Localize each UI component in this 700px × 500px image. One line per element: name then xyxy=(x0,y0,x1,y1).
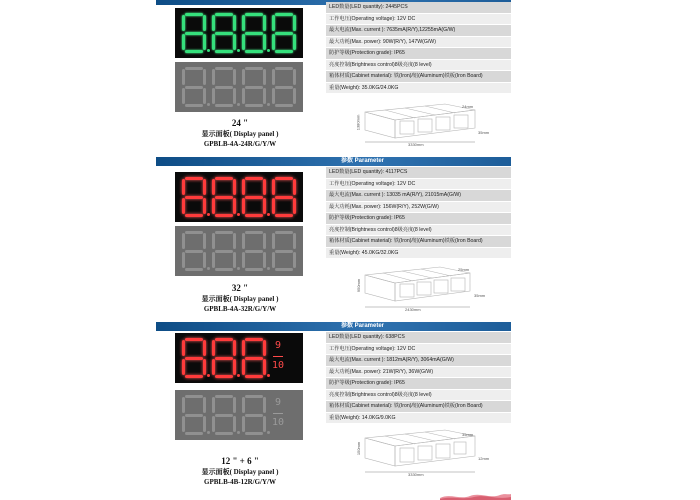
cabinet-drawing xyxy=(350,90,500,150)
cabinet-drawing xyxy=(350,418,500,480)
dimension-side: 35mm xyxy=(478,130,490,135)
spec-row: 亮度控制(Brightness control)8级亮度(8 level) xyxy=(326,60,511,72)
display-label-en: ( Display panel ) xyxy=(229,295,279,303)
spec-row: 亮度控制(Brightness control)8级亮度(8 level) xyxy=(326,225,511,237)
display-label-zh: 显示面板 xyxy=(201,468,230,476)
digit-8 xyxy=(271,13,297,53)
spec-row: LED数量(LED quantity): 638PCS xyxy=(326,332,511,344)
model-number: GPBLB-4A-32R/G/Y/W xyxy=(203,305,277,313)
section-header-bar xyxy=(156,157,511,166)
display-label-zh: 显示面板 xyxy=(201,130,230,138)
spec-table xyxy=(326,2,511,94)
display-panel-lit-red-fraction xyxy=(175,333,303,383)
dimension-side: 35mm xyxy=(474,293,486,298)
dimension-depth: 35mm xyxy=(462,432,474,437)
fraction-denominator: 10 xyxy=(271,360,285,371)
spec-row: 箱体材质(Cabinet material): 铁(Iron)/铝(Aluminum)铁板(Iron Board) xyxy=(326,71,511,83)
cabinet-drawing xyxy=(350,255,500,315)
dimension-height: 1380mm xyxy=(355,114,361,131)
panel-size: 24 " xyxy=(231,118,249,128)
spec-row: 工作电压(Operating voltage): 12V DC xyxy=(326,179,511,191)
display-label-zh: 显示面板 xyxy=(201,295,230,303)
model-number: GPBLB-4A-24R/G/Y/W xyxy=(203,140,277,148)
spec-row: 重量(Weight): 35.0KG/24.0KG xyxy=(326,83,511,95)
dimension-depth: 24mm xyxy=(462,104,474,109)
spec-row: 最大电流(Max. current ): 1812mA(R/Y), 3064mA(G/W) xyxy=(326,355,511,367)
spec-row: 重量(Weight): 45.0KG/32.0KG xyxy=(326,248,511,260)
section-header-title: 参数 Parameter xyxy=(341,323,385,329)
spec-row: 最大功耗(Max. power): 90W(R/Y), 147W(G/W) xyxy=(326,37,511,49)
display-label-en: ( Display panel ) xyxy=(229,468,279,476)
spec-row: 最大电流(Max. current ): 7635mA(R/Y),12255mA(G/W) xyxy=(326,25,511,37)
cabinet-wireframe xyxy=(350,255,500,315)
fraction-digit xyxy=(271,338,285,378)
spec-row: 工作电压(Operating voltage): 12V DC xyxy=(326,344,511,356)
panel-size: 32 " xyxy=(231,283,249,293)
spec-row: 最大功耗(Max. power): 21W(R/Y), 36W(G/W) xyxy=(326,367,511,379)
digit-8 xyxy=(241,13,267,53)
spec-row: 防护等级(Protection grade): IP65 xyxy=(326,213,511,225)
dimension-height: 950mm xyxy=(356,278,362,293)
panel-caption xyxy=(180,117,300,149)
display-label-en: ( Display panel ) xyxy=(229,130,279,138)
display-panel-lit-green xyxy=(175,8,303,58)
spec-row: LED数量(LED quantity): 2445PCS xyxy=(326,2,511,14)
fraction-numerator: 9 xyxy=(274,340,282,351)
dimension-side: 12mm xyxy=(478,456,490,461)
model-number: GPBLB-4B-12R/G/Y/W xyxy=(204,478,276,486)
cabinet-wireframe xyxy=(350,418,500,480)
display-panel-unlit xyxy=(175,226,303,276)
cabinet-wireframe xyxy=(350,90,500,150)
section-header-title: 参数 Parameter xyxy=(341,158,385,164)
spec-row: 最大电流(Max. current ): 13035 mA(R/Y), 21015mA(G/W) xyxy=(326,190,511,202)
spec-table xyxy=(326,332,511,424)
spec-row: 工作电压(Operating voltage): 12V DC xyxy=(326,14,511,26)
digit-8 xyxy=(181,13,207,53)
spec-row: 防护等级(Protection grade): IP65 xyxy=(326,48,511,60)
dimension-width: 3330mm xyxy=(408,472,424,477)
spec-table xyxy=(326,167,511,259)
dimension-depth: 25mm xyxy=(458,267,470,272)
spec-row: 最大功耗(Max. power): 156W(R/Y), 252W(G/W) xyxy=(326,202,511,214)
spec-row: 防护等级(Protection grade): IP65 xyxy=(326,378,511,390)
spec-row: 箱体材质(Cabinet material): 铁(Iron)/铝(Aluminum)铁板(Iron Board) xyxy=(326,401,511,413)
display-panel-unlit xyxy=(175,62,303,112)
display-panel-unlit: $\frac{9}{10}$ xyxy=(175,390,303,440)
display-panel-lit-red xyxy=(175,172,303,222)
decorative-wave-strip xyxy=(440,492,511,500)
panel-caption xyxy=(180,455,300,487)
panel-size: 12 " + 6 " xyxy=(221,456,259,466)
dimension-height: 150mm xyxy=(356,441,362,456)
spec-row: 箱体材质(Cabinet material): 铁(Iron)/铝(Aluminum)铁板(Iron Board) xyxy=(326,236,511,248)
digit-8 xyxy=(211,13,237,53)
spec-row: 亮度控制(Brightness control)8级亮度(8 level) xyxy=(326,390,511,402)
dimension-width: 2430mm xyxy=(405,307,421,312)
dimension-width: 3330mm xyxy=(408,142,424,147)
panel-caption xyxy=(180,282,300,314)
spec-row: 重量(Weight): 14.0KG/9.0KG xyxy=(326,413,511,425)
section-header-bar xyxy=(156,322,511,331)
spec-row: LED数量(LED quantity): 4117PCS xyxy=(326,167,511,179)
